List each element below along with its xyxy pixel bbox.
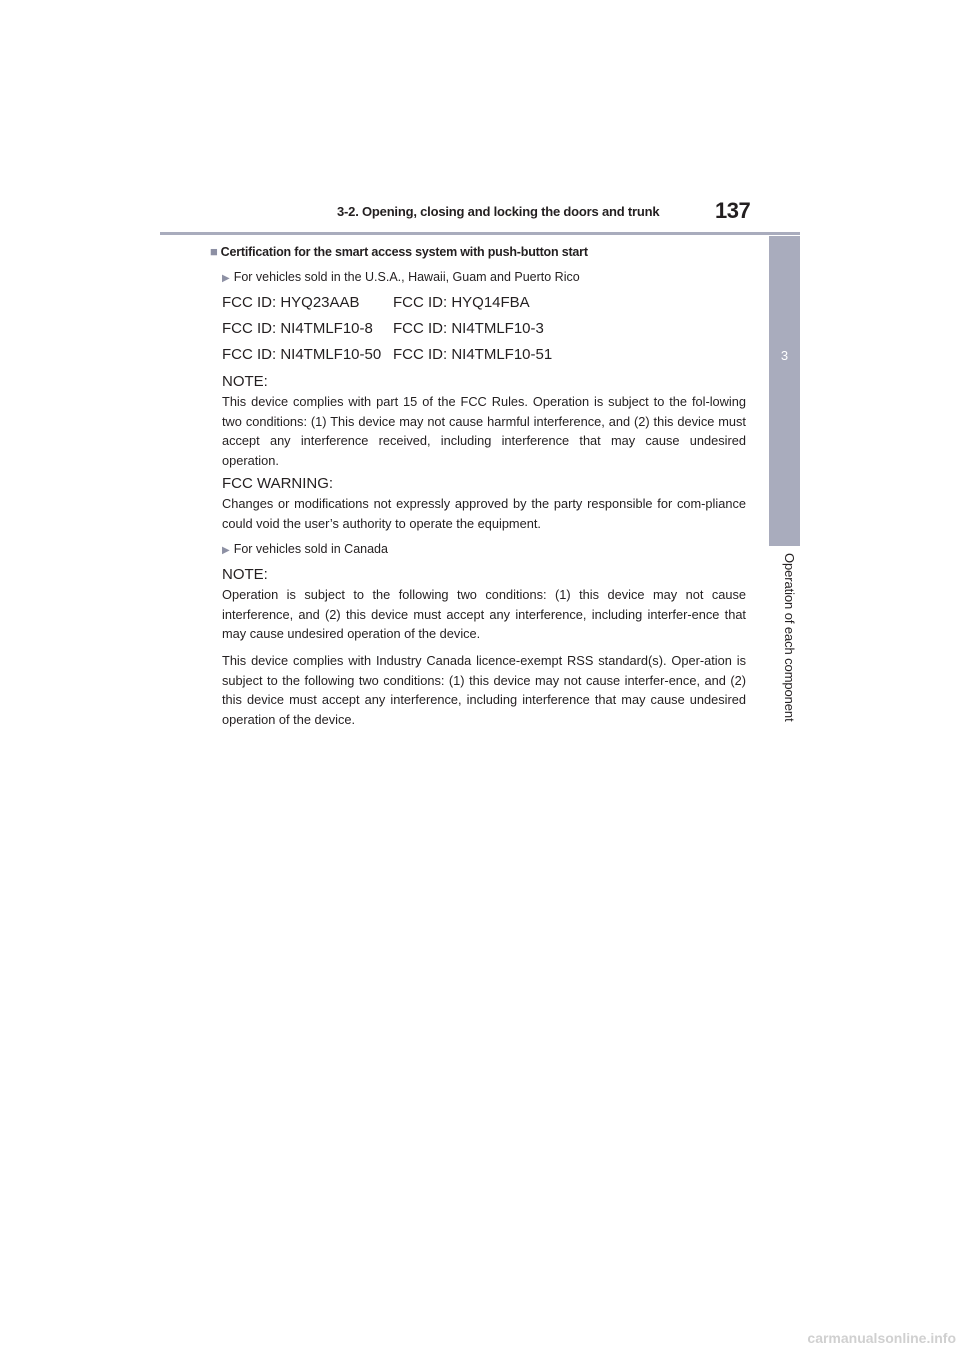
fcc-id-row: [222, 294, 530, 311]
fcc-id: FCC ID: NI4TMLF10-51: [393, 346, 553, 363]
watermark: carmanualsonline.info: [560, 1330, 956, 1354]
fcc-id-row: [222, 320, 544, 337]
note-label: NOTE:: [222, 566, 268, 583]
note-label: NOTE:: [222, 373, 268, 390]
fcc-id: FCC ID: NI4TMLF10-3: [393, 320, 544, 337]
square-bullet-icon: ■: [210, 244, 218, 259]
fcc-id: FCC ID: NI4TMLF10-8: [222, 320, 373, 337]
triangle-bullet-icon: ▶: [222, 545, 230, 556]
chapter-label: Operation of each component: [782, 553, 797, 722]
fcc-warning-paragraph: Changes or modifications not expressly approved by the party responsible for com-pliance could void the user’s authority to operate the equipment.: [222, 496, 746, 531]
fcc-id-row: [222, 346, 553, 363]
bullet-usa-text: For vehicles sold in the U.S.A., Hawaii, Guam and Puerto Rico: [233, 270, 580, 284]
chapter-tab: [769, 236, 800, 546]
fcc-id: FCC ID: HYQ23AAB: [222, 294, 360, 311]
canada-note-paragraph: Operation is subject to the following two conditions: (1) this device may not cause interference, and (2) this device must accept any interference, including interfer-ence that may cause undesired operation of the device.: [222, 587, 746, 642]
fcc-warning-label: FCC WARNING:: [222, 475, 334, 492]
fcc-id: FCC ID: HYQ14FBA: [393, 294, 530, 311]
page-number: 137: [715, 198, 751, 223]
fcc-id: FCC ID: NI4TMLF10-50: [222, 346, 382, 363]
triangle-bullet-icon: ▶: [222, 273, 230, 284]
bullet-usa: [222, 270, 580, 284]
section-title: 3-2. Opening, closing and locking the doors and trunk: [337, 204, 660, 219]
section-heading: [210, 244, 750, 259]
bullet-canada-text: For vehicles sold in Canada: [233, 542, 388, 556]
section-heading-text: Certification for the smart access system with push-button start: [220, 245, 588, 259]
note-paragraph: This device complies with part 15 of the FCC Rules. Operation is subject to the fol-lowing two conditions: (1) This device may not cause harmful interference, and (2) this device must accept any interference received, including interference that may cause undesired operation.: [222, 394, 746, 468]
industry-canada-paragraph: This device complies with Industry Canada licence-exempt RSS standard(s). Oper-ation is subject to the following two conditions: (1) this device may not cause interfer-ence, and (2) this device must accept any interference, including interference that may cause undesired operation of the device.: [222, 653, 746, 727]
bullet-canada: [222, 542, 388, 556]
header-rule: [160, 232, 800, 235]
chapter-number: 3: [780, 348, 789, 363]
